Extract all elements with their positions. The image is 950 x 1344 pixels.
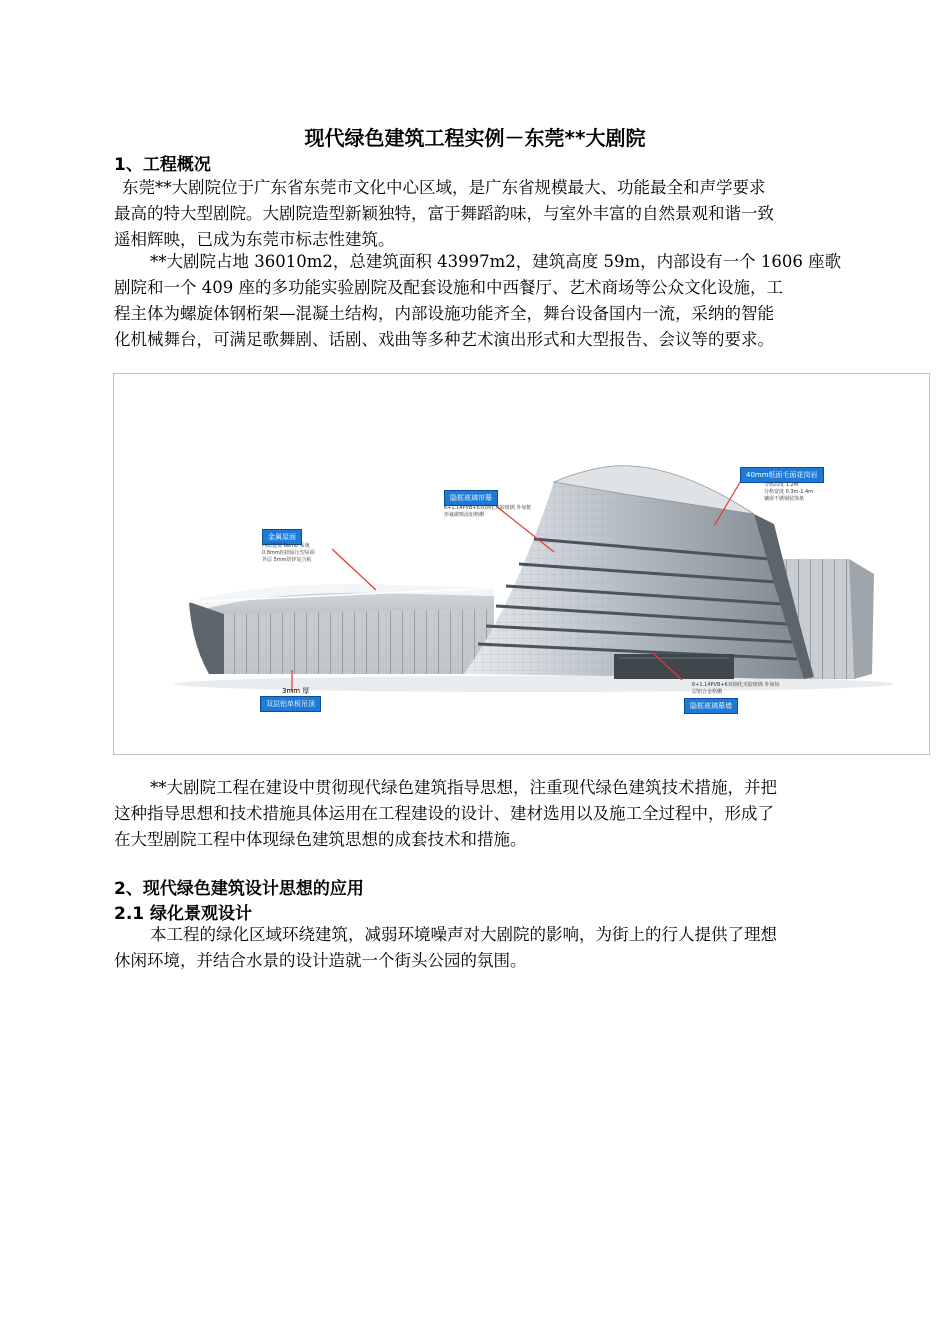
callout-granite-note bbox=[764, 482, 813, 503]
callout-glass-bottom-note: 6+1.14PVB+6双钢化夹胶玻璃 外加每层铝合金格栅 bbox=[692, 682, 780, 695]
text-line: **大剧院占地 36010m2，总建筑面积 43997m2，建筑高度 59m，内部设有一个 1606 座歌 bbox=[150, 252, 842, 271]
thickness-label: 3mm 厚 bbox=[282, 687, 310, 695]
text-line: 最高的特大型剧院。大剧院造型新颖独特，富于舞蹈韵味，与室外丰富的自然景观和谐一致 bbox=[114, 204, 774, 223]
text-line: 遥相辉映，已成为东莞市标志性建筑。 bbox=[114, 230, 395, 249]
page-title: 现代绿色建筑工程实例－东莞**大剧院 bbox=[304, 126, 646, 150]
note-line: 镶嵌不锈钢装饰条 bbox=[764, 496, 805, 502]
text-line: 程主体为螺旋体钢桁架—混凝土结构，内部设施功能齐全，舞台设备国内一流，采纳的智能 bbox=[114, 304, 774, 323]
paragraph-stats bbox=[114, 249, 884, 353]
building-elevation-figure bbox=[113, 373, 930, 755]
paragraph-green-concept bbox=[114, 775, 884, 853]
callout-glass-top-note: 6+1.14PVB+6双钢化夹胶玻璃 外加框形氟碳喷涂铝格栅 bbox=[444, 505, 532, 518]
note-line: 分格宽度 0.3m-1.4m bbox=[764, 489, 814, 495]
paragraph-landscape bbox=[114, 922, 884, 974]
left-wing bbox=[189, 584, 494, 674]
callout-metal-roof: 金属屋面 bbox=[262, 529, 302, 545]
callout-metal-roof-note bbox=[262, 543, 315, 564]
main-tower bbox=[464, 466, 814, 679]
note-line: 分格高度 1.2m bbox=[764, 482, 799, 488]
callout-glass-curtain-bottom: 隐框玻璃幕墙 bbox=[684, 698, 738, 714]
text-line: 本工程的绿化区域环绕建筑，减弱环境噪声对大剧院的影响，为街上的行人提供了理想 bbox=[150, 925, 777, 944]
text-line: 剧院和一个 409 座的多功能实验剧院及配套设施和中西餐厅、艺术商场等公众文化设施，工 bbox=[114, 278, 783, 297]
building-illustration bbox=[114, 374, 929, 754]
callout-aluminum-ceiling: 双层铝单板吊顶 bbox=[260, 696, 321, 712]
text-line: **大剧院工程在建设中贯彻现代绿色建筑指导思想，注重现代绿色建筑技术措施，并把 bbox=[150, 778, 777, 797]
note-line: 0.8mm铝镁锰压型屋面 bbox=[262, 550, 315, 556]
section-heading-2: 2、现代绿色建筑设计思想的应用 bbox=[114, 879, 364, 899]
section-heading-1: 1、工程概况 bbox=[114, 155, 211, 175]
text-line: 东莞**大剧院位于广东省东莞市文化中心区域，是广东省规模最大、功能最全和声学要求 bbox=[122, 178, 766, 197]
paragraph-overview bbox=[114, 175, 884, 253]
section-heading-2-1: 2.1 绿化景观设计 bbox=[114, 904, 253, 924]
text-line: 在大型剧院工程中体现绿色建筑思想的成套技术和措施。 bbox=[114, 830, 527, 849]
text-line: 休闲环境，并结合水景的设计造就一个街头公园的氛围。 bbox=[114, 951, 527, 970]
text-line: 化机械舞台，可满足歌舞剧、话剧、戏曲等多种艺术演出形式和大型报告、会议等的要求。 bbox=[114, 330, 774, 349]
text-line: 这种指导思想和技术措施具体运用在工程建设的设计、建材选用以及施工全过程中，形成了 bbox=[114, 804, 774, 823]
note-line: 内层建筑 Bemo 系统 bbox=[262, 543, 310, 549]
note-line: 外层 5mm铝锌复合板 bbox=[262, 557, 312, 563]
callout-glass-curtain-top: 隐框玻璃帘幕 bbox=[444, 490, 498, 506]
callout-granite: 40mm纸面毛面花岗岩 bbox=[740, 467, 824, 483]
